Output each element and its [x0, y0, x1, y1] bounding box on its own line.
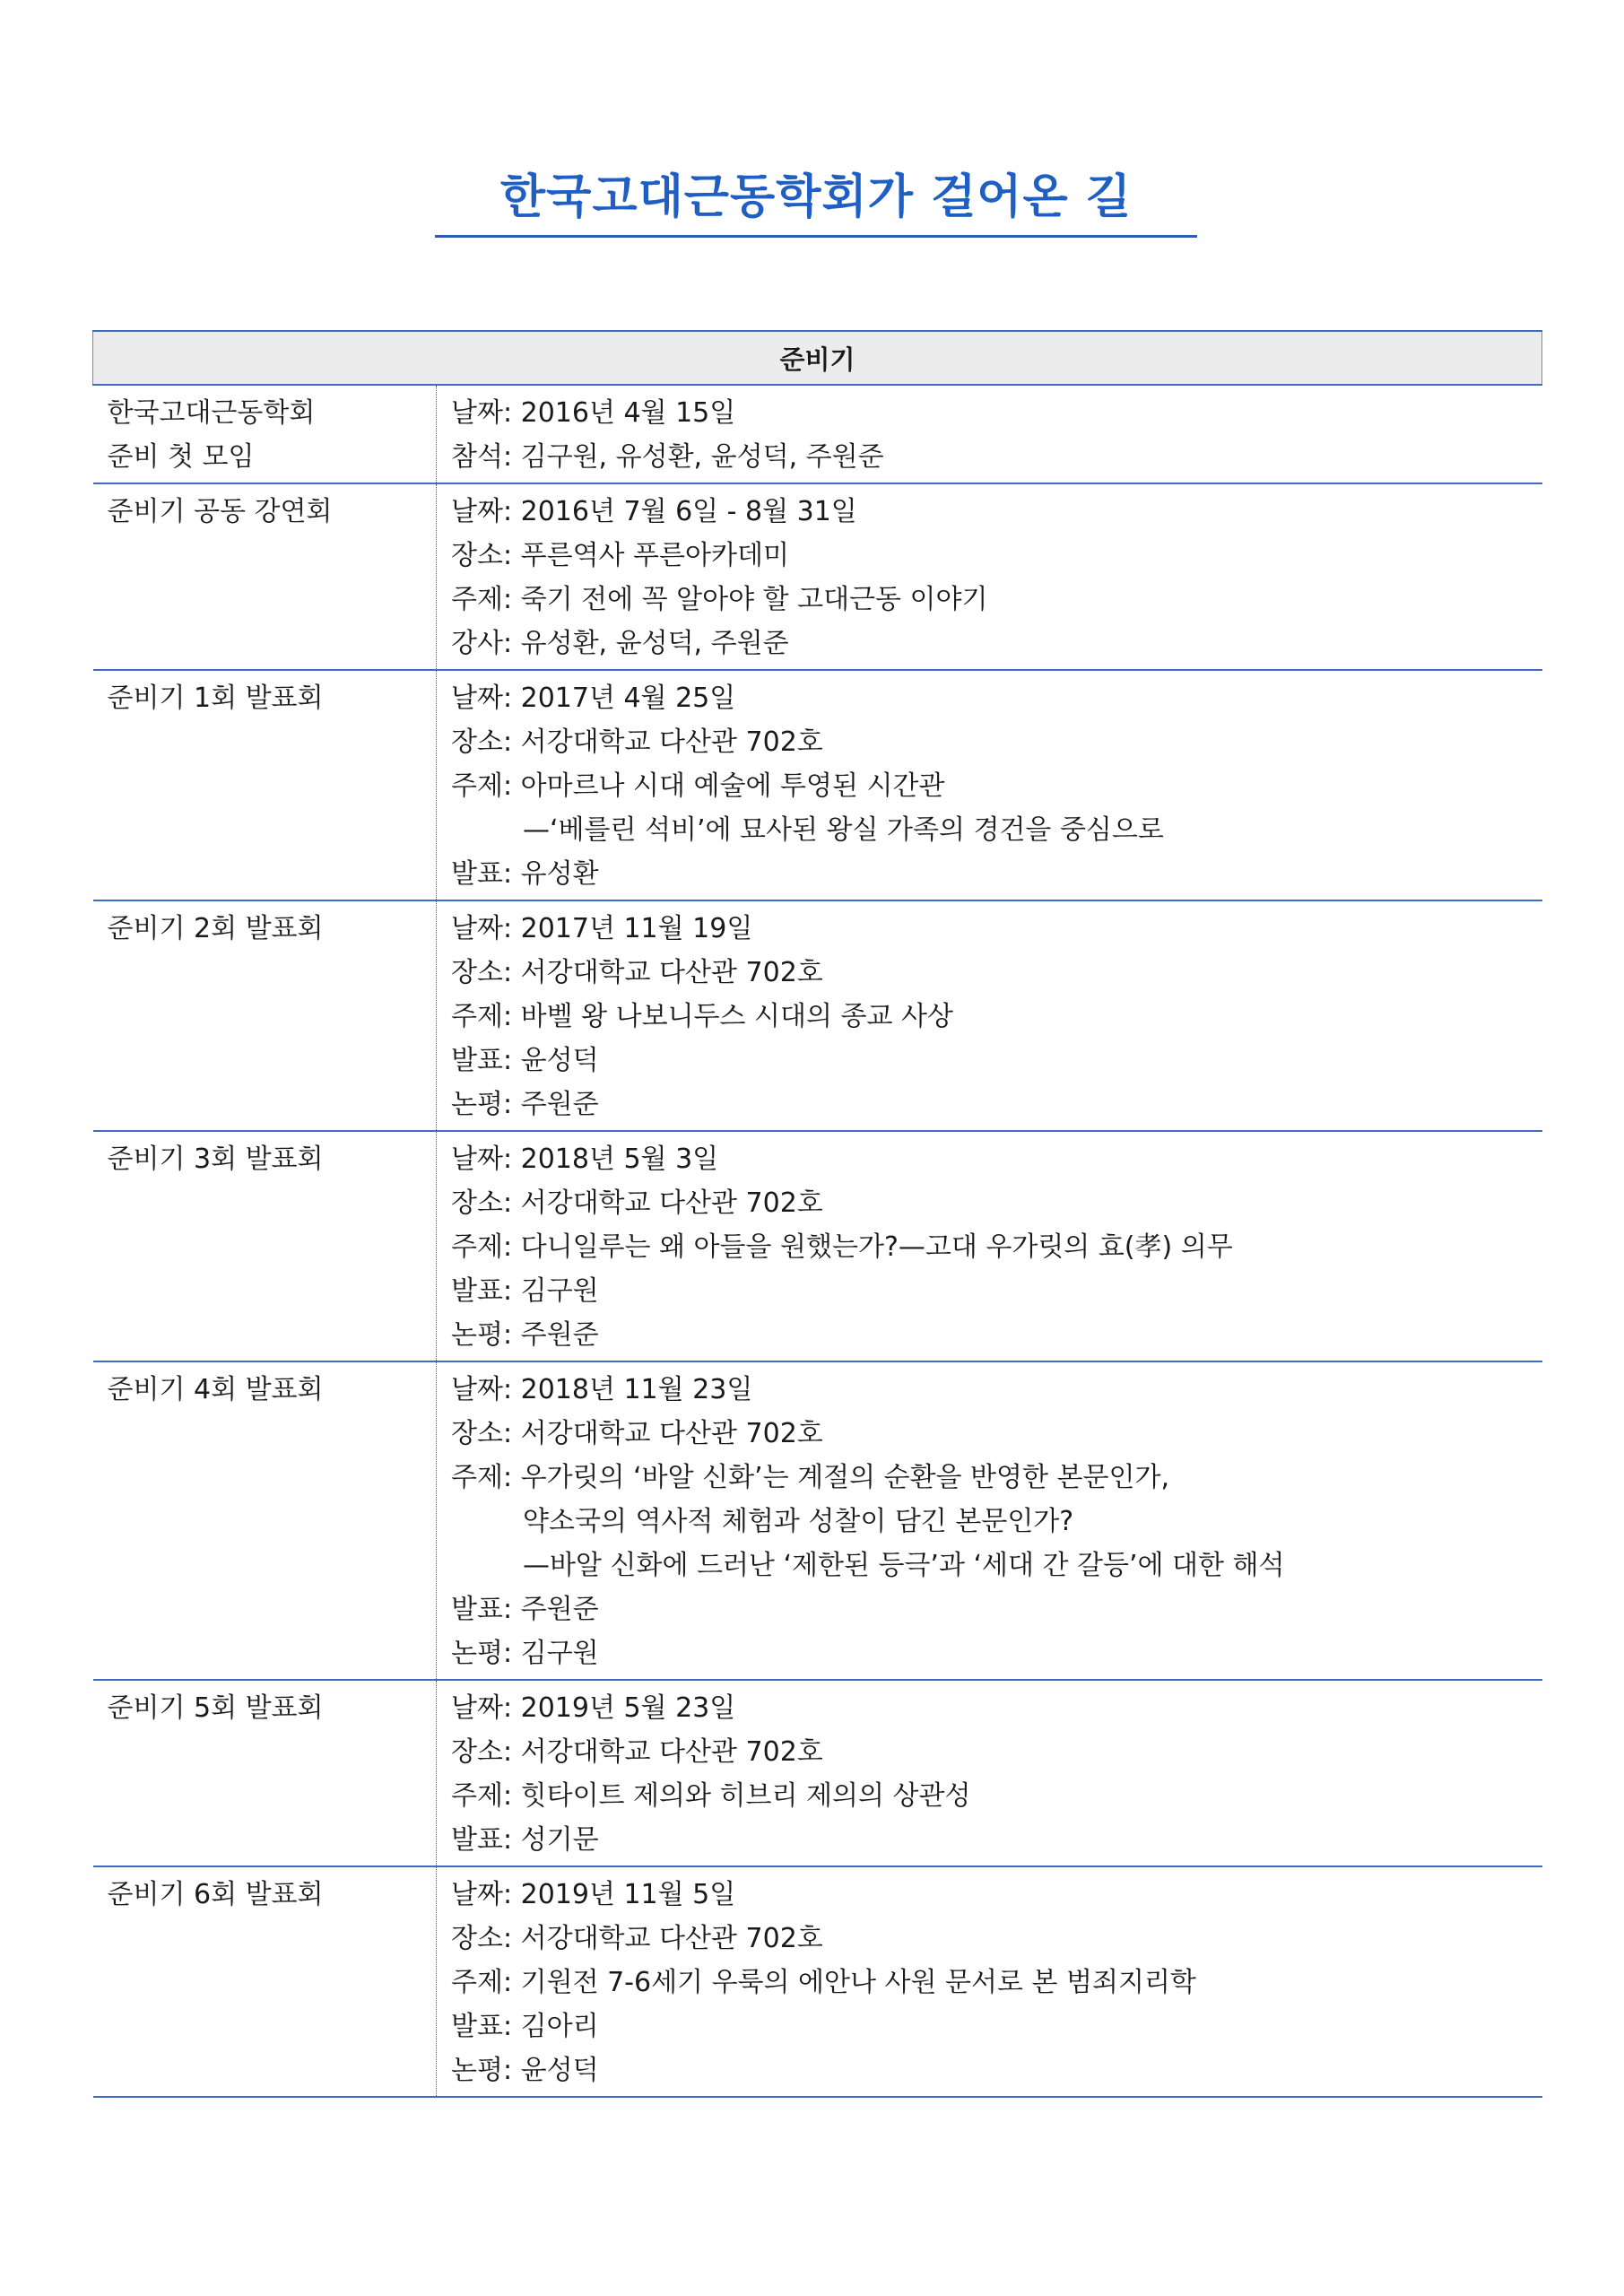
event-detail-line: 장소: 서강대학교 다산관 702호 [451, 1187, 823, 1219]
event-name-cell [93, 1680, 437, 1866]
event-name-cell [93, 1131, 437, 1361]
event-name-cell [93, 385, 437, 483]
event-detail-line: 날짜: 2016년 4월 15일 [451, 397, 736, 429]
event-detail-line: 약소국의 역사적 체험과 성찰이 담긴 본문인가? [523, 1506, 1074, 1537]
event-detail-line: 발표: 주원준 [451, 1594, 599, 1625]
event-detail-line: 발표: 김구원 [451, 1275, 599, 1307]
event-name-cell [93, 1866, 437, 2097]
event-detail-line: 날짜: 2019년 11월 5일 [451, 1879, 736, 1910]
event-detail-cell [437, 1361, 1542, 1680]
event-detail-line: —‘베를린 석비’에 묘사된 왕실 가족의 경건을 중심으로 [523, 814, 1164, 846]
event-name-line: 준비기 공동 강연회 [107, 496, 333, 527]
table-row [93, 1131, 1542, 1361]
event-detail-cell [437, 670, 1542, 900]
event-name-line: 한국고대근동학회 [107, 397, 316, 429]
event-detail-line: 논평: 윤성덕 [451, 2055, 599, 2086]
event-name-line: 준비 첫 모임 [107, 441, 255, 473]
event-detail-cell [437, 900, 1542, 1131]
event-detail-line: 장소: 푸른역사 푸른아카데미 [451, 540, 789, 571]
event-detail-line: 논평: 주원준 [451, 1319, 599, 1351]
event-detail-line: 날짜: 2018년 5월 3일 [451, 1144, 719, 1175]
event-detail-line: 발표: 윤성덕 [451, 1045, 599, 1076]
event-detail-line: 주제: 다니일루는 왜 아들을 원했는가?—고대 우가릿의 효(孝) 의무 [451, 1231, 1233, 1263]
event-name-line: 준비기 1회 발표회 [107, 683, 324, 714]
event-name-line: 준비기 4회 발표회 [107, 1374, 324, 1405]
event-detail-line: 발표: 유성환 [451, 858, 599, 890]
event-detail-line: 주제: 우가릿의 ‘바알 신화’는 계절의 순환을 반영한 본문인가, [451, 1462, 1169, 1493]
event-detail-line: 발표: 성기문 [451, 1824, 599, 1856]
event-name-line: 준비기 5회 발표회 [107, 1692, 324, 1724]
title-underline [435, 235, 1197, 238]
event-name-cell [93, 483, 437, 670]
event-detail-line: 날짜: 2017년 4월 25일 [451, 683, 736, 714]
event-detail-line: 날짜: 2018년 11월 23일 [451, 1374, 753, 1405]
event-detail-cell [437, 1131, 1542, 1361]
event-name-cell [93, 1361, 437, 1680]
table-row [93, 1361, 1542, 1680]
event-name-cell [93, 900, 437, 1131]
table-header: 준비기 [93, 331, 1542, 385]
event-detail-cell [437, 483, 1542, 670]
page-title: 한국고대근동학회가 걸어온 길 [499, 170, 1133, 224]
event-detail-line: 논평: 김구원 [451, 1638, 599, 1669]
title-block [435, 161, 1197, 238]
event-detail-line: 발표: 김아리 [451, 2011, 599, 2042]
event-detail-line: 날짜: 2016년 7월 6일 - 8월 31일 [451, 496, 857, 527]
event-name-line: 준비기 2회 발표회 [107, 913, 324, 944]
event-detail-line: 장소: 서강대학교 다산관 702호 [451, 726, 823, 758]
event-detail-line: 참석: 김구원, 유성환, 윤성덕, 주원준 [451, 441, 884, 473]
event-detail-line: 장소: 서강대학교 다산관 702호 [451, 1418, 823, 1449]
timeline-table [92, 330, 1542, 2098]
event-detail-line: 날짜: 2019년 5월 23일 [451, 1692, 736, 1724]
event-name-line: 준비기 3회 발표회 [107, 1144, 324, 1175]
event-detail-line: 주제: 기원전 7-6세기 우룩의 에안나 사원 문서로 본 범죄지리학 [451, 1967, 1196, 1998]
event-detail-line: 논평: 주원준 [451, 1089, 599, 1120]
table-row [93, 1866, 1542, 2097]
event-detail-cell [437, 385, 1542, 483]
table-row [93, 670, 1542, 900]
event-detail-cell [437, 1680, 1542, 1866]
event-detail-line: 장소: 서강대학교 다산관 702호 [451, 1923, 823, 1954]
event-detail-line: —바알 신화에 드러난 ‘제한된 등극’과 ‘세대 간 갈등’에 대한 해석 [523, 1550, 1285, 1581]
event-detail-line: 주제: 죽기 전에 꼭 알아야 할 고대근동 이야기 [451, 584, 988, 615]
table-header-row [93, 331, 1542, 385]
event-detail-line: 날짜: 2017년 11월 19일 [451, 913, 753, 944]
table-body [93, 385, 1542, 2097]
event-detail-line: 장소: 서강대학교 다산관 702호 [451, 1736, 823, 1768]
event-detail-line: 주제: 힛타이트 제의와 히브리 제의의 상관성 [451, 1780, 971, 1812]
event-detail-line: 장소: 서강대학교 다산관 702호 [451, 957, 823, 988]
event-detail-cell [437, 1866, 1542, 2097]
table-row [93, 483, 1542, 670]
table-row [93, 1680, 1542, 1866]
table-row [93, 900, 1542, 1131]
event-detail-line: 주제: 아마르나 시대 예술에 투영된 시간관 [451, 770, 945, 802]
table-row [93, 385, 1542, 483]
event-name-line: 준비기 6회 발표회 [107, 1879, 324, 1910]
event-detail-line: 주제: 바벨 왕 나보니두스 시대의 종교 사상 [451, 1001, 953, 1032]
event-name-cell [93, 670, 437, 900]
event-detail-line: 강사: 유성환, 윤성덕, 주원준 [451, 628, 789, 659]
